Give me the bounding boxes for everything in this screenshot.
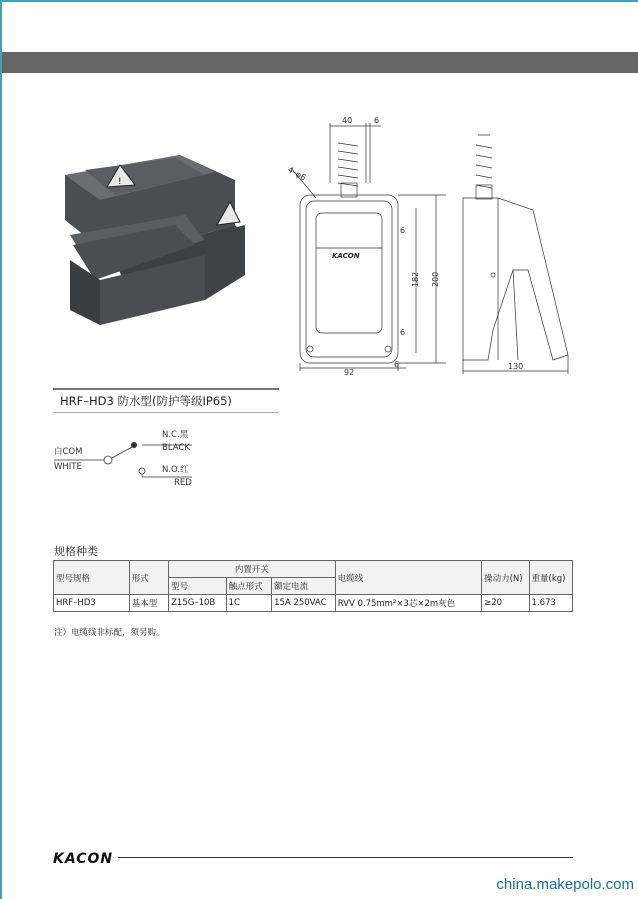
left-accent-line xyxy=(0,0,2,899)
note-text: 注）电缆线非标配，须另购。 xyxy=(54,628,165,638)
watermark-link[interactable]: china.makepolo.com xyxy=(496,876,634,893)
header-band xyxy=(2,52,638,73)
td-rating: 15A 250VAC xyxy=(272,595,336,612)
dim-130: 130 xyxy=(508,362,524,371)
dim-6-a: 6 xyxy=(400,226,406,235)
brand-logo: KACON xyxy=(53,851,114,867)
dim-6-top: 6 xyxy=(374,116,380,125)
side-view-drawing xyxy=(458,130,578,375)
dim-6-b: 6 xyxy=(400,328,406,337)
top-accent-line xyxy=(0,0,638,2)
th-sw-model: 型号 xyxy=(169,578,227,595)
table-row xyxy=(54,595,573,612)
dim-hole: 4–φ6 xyxy=(286,164,308,183)
drawing-logo: KACON xyxy=(332,252,360,260)
switch-wiring-diagram xyxy=(52,425,212,490)
dim-92: 92 xyxy=(344,368,355,375)
footer-rule xyxy=(118,857,573,858)
no-label-en: RED xyxy=(174,478,192,488)
th-model: 型号规格 xyxy=(54,561,130,595)
th-rating: 额定电流 xyxy=(272,578,336,595)
com-label: 白COM xyxy=(54,447,83,457)
nc-label-en: BLACK xyxy=(162,443,190,453)
dim-6-bottom: 6 xyxy=(394,360,400,369)
th-weight: 重量(kg) xyxy=(529,561,572,595)
dim-182: 182 xyxy=(411,271,420,287)
th-form: 形式 xyxy=(129,561,168,595)
front-view-drawing xyxy=(286,113,456,375)
th-force: 操动力(N) xyxy=(482,561,529,595)
com-label-en: WHITE xyxy=(54,462,82,472)
th-contact: 触点形式 xyxy=(226,578,271,595)
no-label: N.O.红 xyxy=(162,465,189,475)
spec-table xyxy=(53,560,573,612)
dim-40: 40 xyxy=(342,116,353,125)
th-switch-group: 内置开关 xyxy=(169,561,336,578)
dim-200: 200 xyxy=(431,271,440,287)
svg-text:!: ! xyxy=(118,177,122,187)
td-contact: 1C xyxy=(226,595,271,612)
td-cable: RVV 0.75mm²×3芯×2m灰色 xyxy=(335,595,481,612)
model-title-box xyxy=(53,388,279,413)
td-force: ≥20 xyxy=(482,595,529,612)
td-weight: 1.673 xyxy=(529,595,572,612)
td-sw-model: Z15G–10B xyxy=(169,595,227,612)
nc-label: N.C.黑 xyxy=(162,430,189,440)
model-title: HRF–HD3 防水型(防护等级IP65) xyxy=(60,394,232,408)
spec-section-title: 规格种类 xyxy=(54,545,98,558)
product-photo xyxy=(55,150,255,335)
td-form: 基本型 xyxy=(129,595,168,612)
td-model: HRF–HD3 xyxy=(54,595,130,612)
th-cable: 电缆线 xyxy=(335,561,481,595)
